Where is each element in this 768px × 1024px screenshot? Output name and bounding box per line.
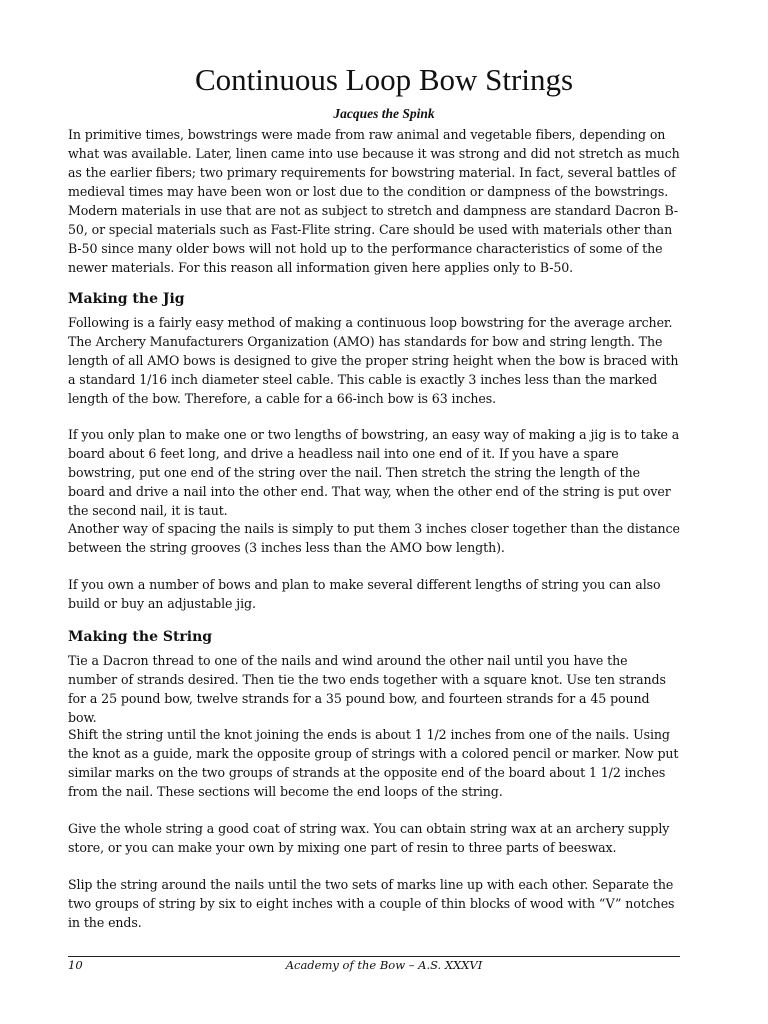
paragraph: Tie a Dacron thread to one of the nails and wind around the other nail until you have the number of strands desired. Then tie the two ends together with a square knot. Use ten strands for a 25 pound bow, twelve strands for a 35 pound bow, and fourteen strands for a 45 pound bow.	[68, 653, 666, 725]
footer-divider	[68, 956, 680, 957]
paragraph: Following is a fairly easy method of making a continuous loop bowstring for the average archer. The Archery Manufacturers Organization (AMO) has standards for bow and string length. The length of all AMO bows is designed to give the proper string height when the bow is braced with a standard 1/16 inch diameter steel cable. This cable is exactly 3 inches less than the marked length of the bow. Therefore, a cable for a 66-inch bow is 63 inches.	[68, 315, 679, 406]
section-heading-jig: Making the Jig	[68, 291, 185, 307]
intro-paragraph: In primitive times, bowstrings were made from raw animal and vegetable fibers, depending on what was available. Later, linen came into use because it was strong and did not stretch as much as the earlier fibers; two primary requirements for bowstring material. In fact, several battles of medieval times may have been won or lost due to the condition or dampness of the bowstrings. Modern materials in use that are not as subject to stretch and dampness are standard Dacron B-50, or special materials such as Fast-Flite string. Care should be used with materials other than B-50 since many older bows will not hold up to the performance characteristics of some of the newer materials. For this reason all information given here applies only to B-50.	[68, 127, 680, 275]
author-byline: Jacques the Spink	[333, 106, 435, 121]
page-title: Continuous Loop Bow Strings	[194, 62, 574, 97]
paragraph: Another way of spacing the nails is simply to put them 3 inches closer together than the distance between the string grooves (3 inches less than the AMO bow length).	[68, 521, 680, 555]
paragraph: Give the whole string a good coat of string wax. You can obtain string wax at an archery supply store, or you can make your own by mixing one part of resin to three parts of beeswax.	[68, 821, 670, 855]
section-heading-string: Making the String	[68, 629, 213, 645]
page-number: 10	[68, 958, 83, 972]
paragraph: Slip the string around the nails until the two sets of marks line up with each other. Separate the two groups of string by six to eight inches with a couple of thin blocks of wood with “V” notches in the ends.	[68, 877, 675, 930]
paragraph: Shift the string until the knot joining the ends is about 1 1/2 inches from one of the nails. Using the knot as a guide, mark the opposite group of strings with a colored pencil or marker. Now put similar marks on the two groups of strands at the opposite end of the board about 1 1/2 inches from the nail. These sections will become the end loops of the string.	[68, 727, 679, 799]
publication-title: Academy of the Bow – A.S. XXXVI	[285, 958, 483, 972]
paragraph: If you only plan to make one or two lengths of bowstring, an easy way of making a jig is to take a board about 6 feet long, and drive a headless nail into one end of it. If you have a spare bowstring, put one end of the string over the nail. Then stretch the string the length of the board and drive a nail into the other end. That way, when the other end of the string is put over the second nail, it is taut.	[68, 427, 680, 518]
paragraph: If you own a number of bows and plan to make several different lengths of string you can also build or buy an adjustable jig.	[68, 577, 661, 611]
